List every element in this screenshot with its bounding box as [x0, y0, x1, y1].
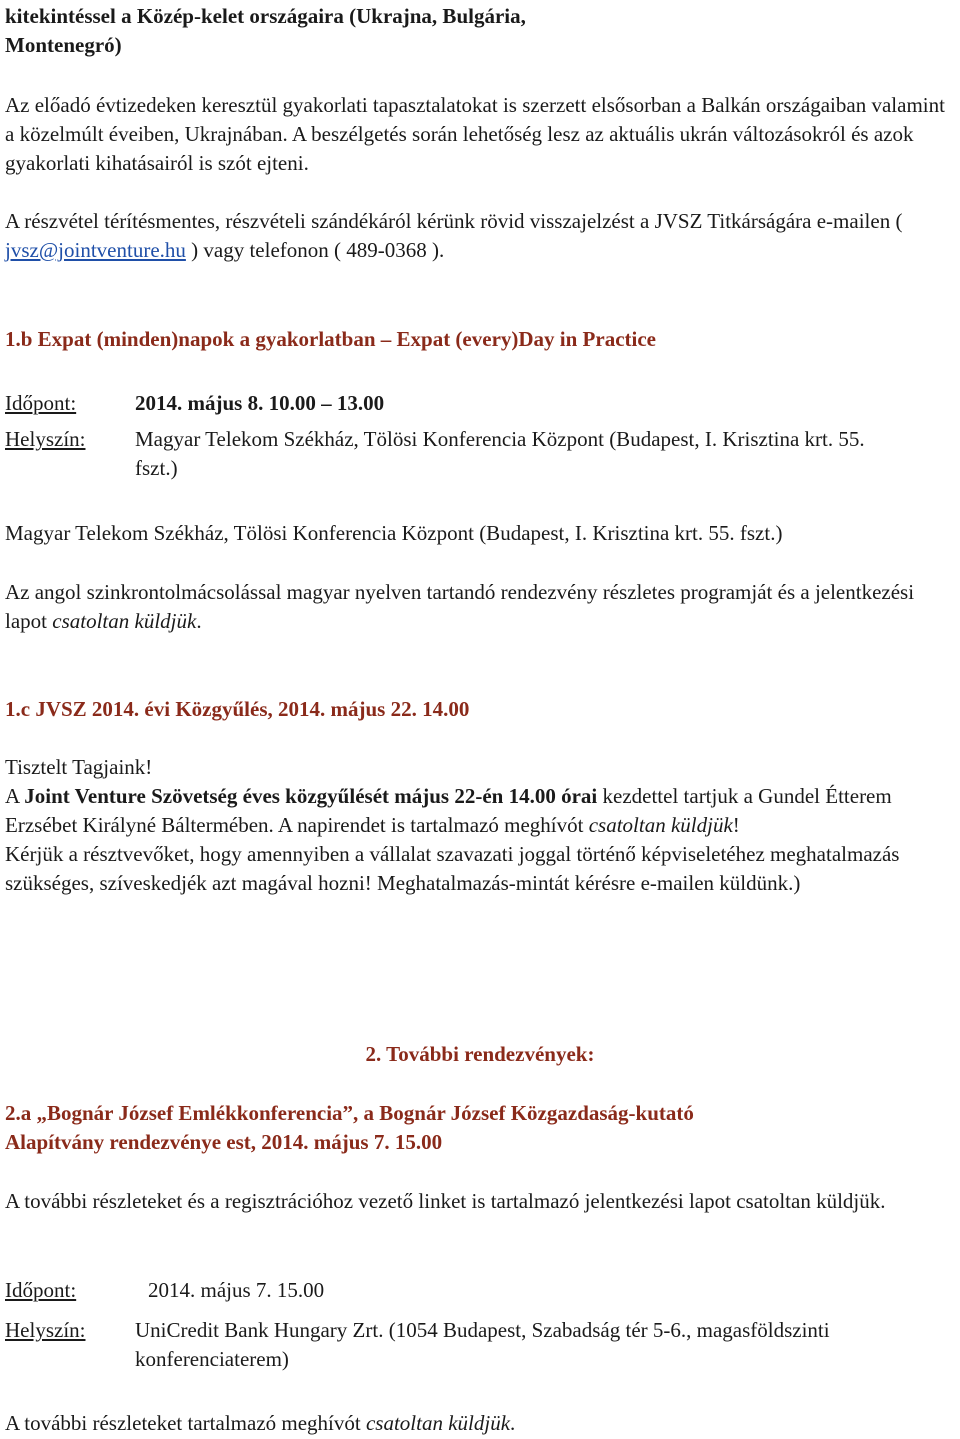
meeting-bold: Joint Venture Szövetség éves közgyűlését május 22-én 14.00 órai — [24, 784, 598, 808]
place-label: Helyszín: — [5, 1318, 86, 1342]
meeting-text-a: A — [5, 784, 25, 808]
section-1b-heading: 1.b Expat (minden)napok a gyakorlatban – Expat (every)Day in Practice — [5, 327, 656, 351]
time-label: Időpont: — [5, 1278, 77, 1302]
section-2a-place-row — [5, 1316, 955, 1374]
time-value: 2014. május 7. 15.00 — [148, 1278, 325, 1302]
intro-title-line2: Montenegró) — [5, 33, 122, 57]
participation-paragraph — [5, 207, 955, 265]
section-2a-paragraph: A további részleteket és a regisztrációhoz vezető linket is tartalmazó jelentkezési lapot csatoltan küldjük. — [5, 1189, 886, 1213]
section-2-heading: 2. További rendezvények: — [365, 1042, 595, 1066]
place-label: Helyszín: — [5, 427, 86, 451]
proxy-paragraph: Kérjük a résztvevőket, hogy amennyiben a vállalat szavazati joggal történő képviseletéhez meghatalmazás szükséges, szíveskedjék azt magával hozni! Meghatalmazás-mintát kérésre e-mailen küldünk.) — [5, 842, 900, 895]
meeting-italic: csatoltan küldjük — [588, 813, 733, 837]
note-end: . — [196, 609, 202, 633]
footer-end: . — [510, 1411, 516, 1435]
place-value: UniCredit Bank Hungary Zrt. (1054 Budapest, Szabadság tér 5-6., magasföldszinti konferenciaterem) — [135, 1318, 830, 1371]
note-text: Az angol szinkrontolmácsolással magyar nyelven tartandó rendezvény részletes programját és a jelentkezési lapot — [5, 580, 915, 633]
footer-paragraph — [5, 1409, 955, 1438]
section-1b-place-row — [5, 425, 955, 483]
section-2a-heading-line2: Alapítvány rendezvénye est, 2014. május 7. 15.00 — [5, 1130, 443, 1154]
section-2a-heading-line1: 2.a „Bognár József Emlékkonferencia”, a Bognár József Közgazdaság-kutató — [5, 1101, 694, 1125]
intro-title — [5, 2, 955, 60]
participation-phone-text: ) vagy telefonon ( 489-0368 ). — [185, 238, 445, 262]
time-label: Időpont: — [5, 391, 77, 415]
meeting-text-c: kezdettel tartjuk a Gundel Étterem Erzsébet Királyné Báltermében. A napirendet is tartalmazó meghívót — [5, 784, 892, 837]
time-value: 2014. május 8. 10.00 – 13.00 — [135, 391, 385, 415]
footer-italic: csatoltan küldjük — [365, 1411, 511, 1435]
email-link[interactable]: jvsz@jointventure.hu — [5, 238, 186, 262]
footer-text: A további részleteket tartalmazó meghívót — [5, 1411, 366, 1435]
presenter-paragraph: Az előadó évtizedeken keresztül gyakorlati tapasztalatokat is szerzett elsősorban a Balkán országaiban valamint a közelmúlt éveiben, Ukrajnában. A beszélgetés során lehetőség lesz az aktuális ukrán változásokról és azok gyakorlati kihatásairól is szót ejteni. — [5, 93, 945, 175]
place-value: Magyar Telekom Székház, Tölösi Konferencia Központ (Budapest, I. Krisztina krt. 55. fszt.) — [135, 427, 865, 480]
section-1b-note — [5, 578, 955, 636]
meeting-text-e: ! — [732, 813, 740, 837]
meeting-paragraph — [5, 782, 955, 840]
section-1c-heading: 1.c JVSZ 2014. évi Közgyűlés, 2014. május 22. 14.00 — [5, 697, 470, 721]
intro-title-line1: kitekintéssel a Közép-kelet országaira (Ukrajna, Bulgária, — [5, 4, 526, 28]
section-1c-body — [5, 753, 955, 898]
note-italic: csatoltan küldjük — [52, 609, 197, 633]
participation-text: A részvétel térítésmentes, részvételi szándékáról kérünk rövid visszajelzést a JVSZ Titkárságára e-mailen ( — [5, 209, 903, 233]
greeting: Tisztelt Tagjaink! — [5, 755, 153, 779]
section-2a-heading — [5, 1099, 955, 1157]
place-repeat: Magyar Telekom Székház, Tölösi Konferencia Központ (Budapest, I. Krisztina krt. 55. fszt.) — [5, 521, 783, 545]
